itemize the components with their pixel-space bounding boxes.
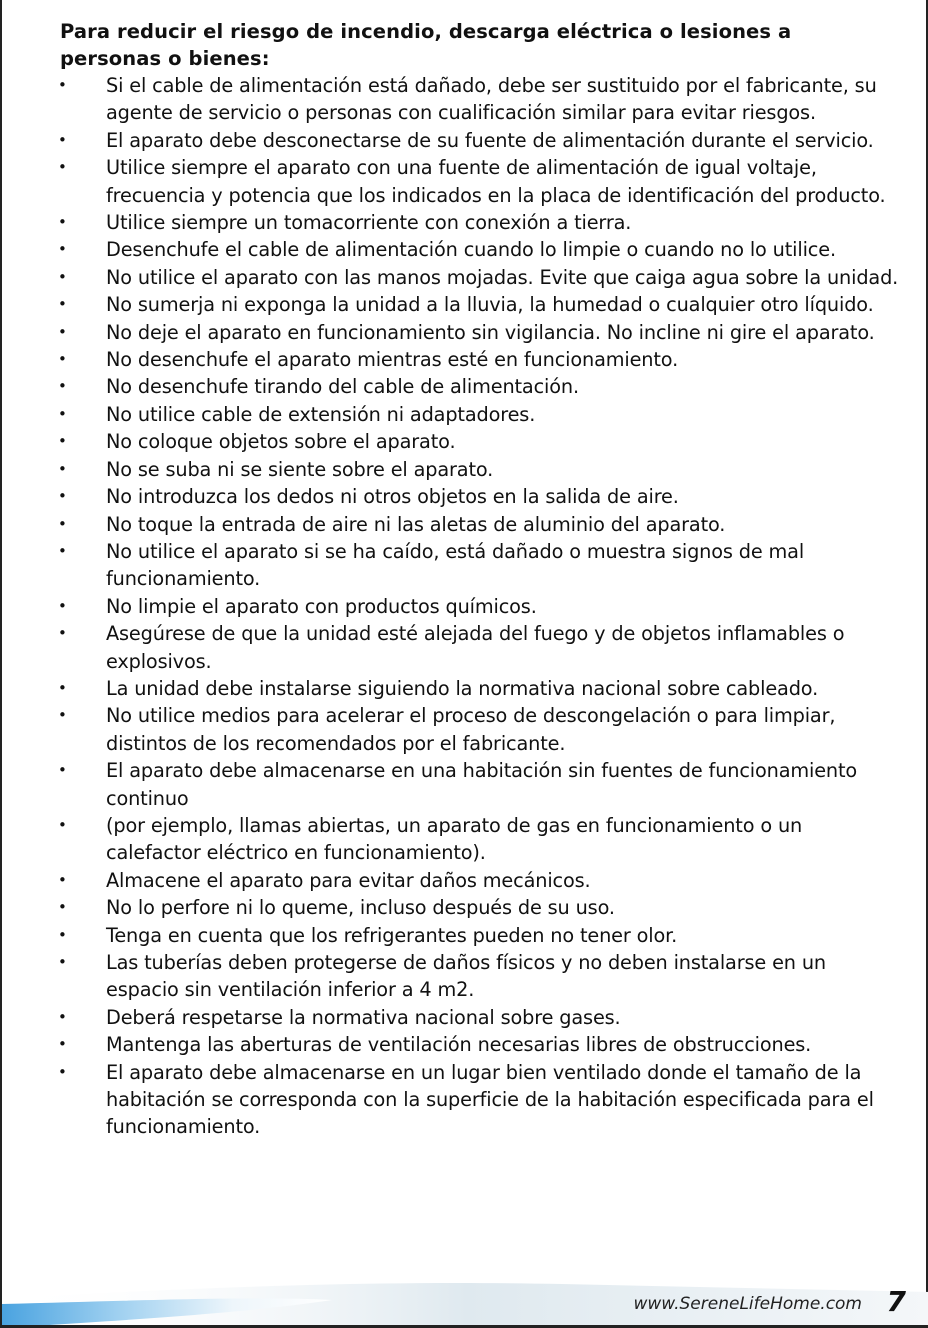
list-item-text: Utilice siempre el aparato con una fuente de alimentación de igual voltaje, frecuencia y potencia que los indicados en la placa de identificación del producto. [106, 156, 886, 207]
list-item-text: No utilice el aparato si se ha caído, está dañado o muestra signos de mal funcionamiento. [106, 539, 805, 591]
list-item [2, 291, 928, 318]
bullet-icon: • [58, 130, 67, 149]
list-item-text: No utilice cable de extensión ni adaptadores. [106, 402, 536, 426]
list-item [2, 949, 928, 1004]
list-item-text: Asegúrese de que la unidad esté alejada del fuego y de objetos inflamables o explosivos. [106, 622, 845, 673]
bullet-icon: • [58, 404, 67, 423]
list-item-text: El aparato debe desconectarse de su fuente de alimentación durante el servicio. [106, 128, 874, 152]
list-item-text: (por ejemplo, llamas abiertas, un aparato de gas en funcionamiento o un calefactor eléctrico en funcionamiento). [106, 813, 803, 865]
list-item-text: No desenchufe el aparato mientras esté en funcionamiento. [106, 348, 679, 372]
website-url: www.SereneLifeHome.com [633, 1294, 862, 1314]
list-item [2, 428, 928, 455]
list-item-text: Tenga en cuenta que los refrigerantes pueden no tener olor. [106, 923, 678, 947]
list-item-text: No deje el aparato en funcionamiento sin vigilancia. No incline ni gire el aparato. [106, 320, 875, 344]
list-item-text: No utilice medios para acelerar el proceso de descongelación o para limpiar, distintos de los recomendados por el fabricante. [106, 704, 836, 755]
bullet-icon: • [58, 953, 67, 971]
list-item [2, 922, 928, 949]
list-item-text: No utilice el aparato con las manos mojadas. Evite que caiga agua sobre la unidad. [106, 265, 899, 289]
list-item-text: No limpie el aparato con productos químicos. [106, 594, 537, 618]
bullet-icon: • [58, 815, 67, 834]
list-item-text: Desenchufe el cable de alimentación cuando lo limpie o cuando no lo utilice. [106, 238, 836, 262]
bullet-icon: • [58, 76, 67, 94]
bullet-icon: • [58, 1007, 67, 1026]
list-item [2, 894, 928, 921]
list-item-text: El aparato debe almacenarse en un lugar bien ventilado donde el tamaño de la habitación se corresponda con la superficie de la habitación especificada para el funcionamiento. [106, 1060, 874, 1139]
list-item [2, 319, 928, 346]
list-item [2, 72, 928, 127]
bullet-icon: • [58, 1062, 67, 1081]
list-item [2, 593, 928, 620]
list-item [2, 511, 928, 538]
list-item [2, 702, 928, 757]
bullet-icon: • [58, 377, 67, 396]
bullet-icon: • [58, 678, 67, 697]
list-item [2, 1004, 928, 1031]
page-number: 7 [886, 1285, 906, 1318]
list-item-text: No introduzca los dedos ni otros objetos en la salida de aire. [106, 485, 679, 509]
list-item [2, 867, 928, 894]
list-item [2, 236, 928, 263]
list-item-text: La unidad debe instalarse siguiendo la normativa nacional sobre cableado. [106, 676, 819, 700]
bullet-icon: • [58, 350, 67, 369]
list-item-text: No desenchufe tirando del cable de alimentación. [106, 375, 579, 399]
list-item-text: No lo perfore ni lo queme, incluso después de su uso. [106, 896, 615, 920]
bullet-icon: • [58, 322, 67, 341]
bullet-icon: • [58, 459, 67, 478]
list-item-text: No coloque objetos sobre el aparato. [106, 430, 456, 454]
list-item [2, 757, 928, 812]
bullet-icon: • [58, 596, 67, 615]
bullet-icon: • [58, 898, 67, 917]
list-item [2, 538, 928, 593]
list-item-text: Deberá respetarse la normativa nacional sobre gases. [106, 1005, 621, 1029]
list-item [2, 483, 928, 510]
bullet-icon: • [58, 706, 67, 725]
list-item [2, 127, 928, 154]
list-item [2, 373, 928, 400]
list-item [2, 812, 928, 867]
bullet-icon: • [58, 761, 67, 780]
list-item [2, 346, 928, 373]
safety-list [2, 72, 928, 1141]
list-item-text: No se suba ni se siente sobre el aparato. [106, 457, 494, 481]
bullet-icon: • [58, 870, 67, 889]
list-item-text: Las tuberías deben protegerse de daños físicos y no deben instalarse en un espacio sin ventilación inferior a 4 m2. [106, 951, 826, 1002]
bullet-icon: • [58, 514, 67, 533]
bullet-icon: • [58, 240, 67, 259]
bullet-icon: • [58, 158, 67, 177]
list-item [2, 154, 928, 209]
list-item [2, 675, 928, 702]
list-item [2, 456, 928, 483]
list-item-text: Mantenga las aberturas de ventilación necesarias libres de obstrucciones. [106, 1033, 812, 1057]
section-heading: Para reducir el riesgo de incendio, descarga eléctrica o lesiones a personas o bienes: [60, 20, 792, 70]
list-item-text: Utilice siempre un tomacorriente con conexión a tierra. [106, 211, 632, 235]
list-item-text: Si el cable de alimentación está dañado, debe ser sustituido por el fabricante, su agente de servicio o personas con cualificación similar para evitar riesgos. [106, 74, 877, 125]
list-item [2, 209, 928, 236]
bullet-icon: • [58, 925, 67, 944]
bullet-icon: • [58, 541, 67, 560]
bullet-icon: • [58, 487, 67, 506]
bullet-icon: • [58, 432, 67, 451]
list-item [2, 1031, 928, 1058]
bullet-icon: • [58, 267, 67, 286]
list-item [2, 620, 928, 675]
list-item [2, 264, 928, 291]
bullet-icon: • [58, 1035, 67, 1054]
bullet-icon: • [58, 295, 67, 314]
list-item-text: No toque la entrada de aire ni las aletas de aluminio del aparato. [106, 512, 726, 536]
list-item [2, 1059, 928, 1141]
list-item [2, 401, 928, 428]
list-item-text: El aparato debe almacenarse en una habitación sin fuentes de funcionamiento continuo [106, 759, 858, 810]
list-item-text: No sumerja ni exponga la unidad a la lluvia, la humedad o cualquier otro líquido. [106, 293, 874, 317]
list-item-text: Almacene el aparato para evitar daños mecánicos. [106, 868, 591, 892]
bullet-icon: • [58, 213, 67, 232]
bullet-icon: • [58, 624, 67, 643]
